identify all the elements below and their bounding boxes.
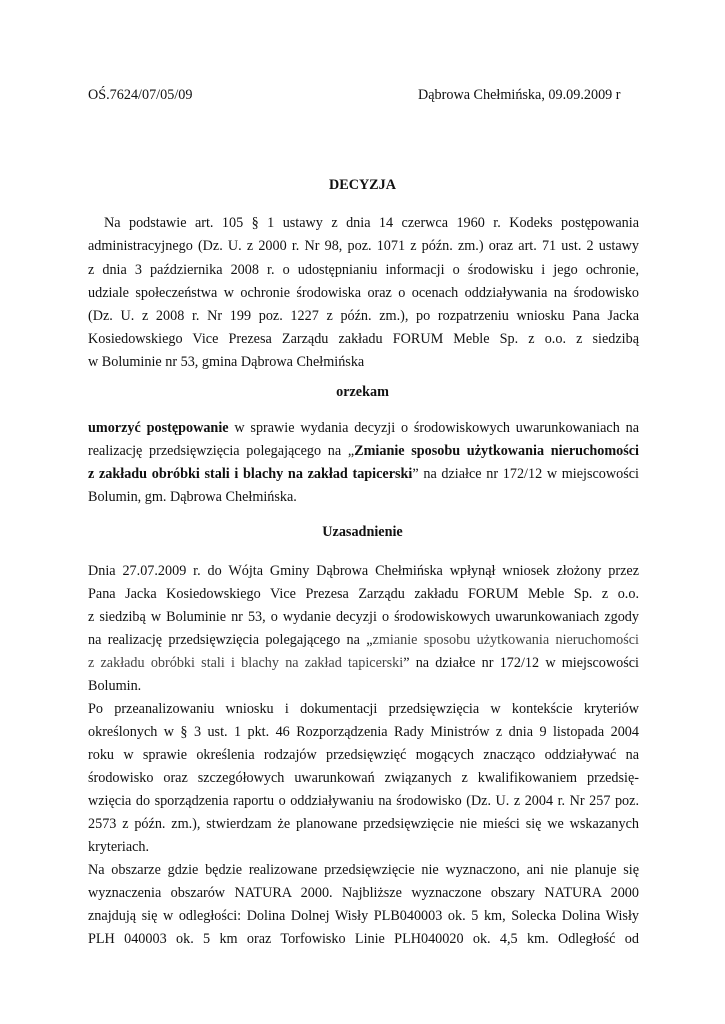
text-line: udziale społeczeństwa w ochronie środowiska oraz o ocenach oddziaływania na środowisko	[88, 285, 639, 301]
text-line: kryteriach.	[88, 839, 150, 855]
text-line: 2573 z późn. zm.), stwierdzam że planowane przedsięwzięcie nie mieści się we wskazanych	[88, 816, 639, 832]
decision-bold: umorzyć postępowanie	[88, 420, 229, 436]
uzasadnienie-heading: Uzasadnienie	[322, 524, 403, 540]
text-line: z siedzibą w Boluminie nr 53, o wydanie decyzji o środowiskowych uwarunkowaniach zgody	[88, 609, 639, 625]
reference-number: OŚ.7624/07/05/09	[88, 87, 193, 103]
orzekam-heading: orzekam	[336, 384, 389, 400]
text-line: Kosiedowskiego Vice Prezesa Zarządu zakładu FORUM Meble Sp. z o.o. z siedzibą	[88, 331, 639, 347]
text-line: z dnia 3 października 2008 r. o udostępnianiu informacji o środowisku i jego ochronie,	[88, 262, 639, 278]
project-name-bold: Zmianie sposobu użytkowania nieruchomości	[354, 443, 639, 459]
text-line: administracyjnego (Dz. U. z 2000 r. Nr 98, poz. 1071 z późn. zm.) oraz art. 71 ust. 2 ustawy	[88, 238, 639, 254]
text-span: realizację przedsięwzięcia polegającego na „	[88, 443, 355, 459]
text-line	[88, 632, 639, 649]
text-line: Dnia 27.07.2009 r. do Wójta Gminy Dąbrowa Chełmińska wpłynął wniosek złożony przez	[88, 563, 639, 579]
text-line: wzięcia do sporządzenia raportu o oddziaływaniu na środowisko (Dz. U. z 2004 r. Nr 257 poz.	[88, 793, 639, 809]
place-date: Dąbrowa Chełmińska, 09.09.2009 r	[418, 87, 621, 103]
project-name-text: z zakładu obróbki stali i blachy na zakład tapicerski	[88, 655, 404, 671]
text-line	[88, 655, 639, 672]
project-name-bold: z zakładu obróbki stali i blachy na zakład tapicerski	[88, 466, 413, 482]
text-span: ” na działce nr 172/12 w miejscowości	[403, 655, 639, 671]
text-line: Bolumin, gm. Dąbrowa Chełmińska.	[88, 489, 297, 505]
text-line: roku w sprawie określenia rodzajów przedsięwzięć mogących znacząco oddziaływać na	[88, 747, 639, 763]
text-line: wyznaczenia obszarów NATURA 2000. Najbliższe wyznaczone obszary NATURA 2000	[88, 885, 639, 901]
text-line: środowisko oraz szczegółowych uwarunkowań związanych z kwalifikowaniem przedsię-	[88, 770, 639, 786]
text-line: w Boluminie nr 53, gmina Dąbrowa Chełmińska	[88, 354, 365, 370]
text-line	[88, 443, 639, 460]
text-span: ” na działce nr 172/12 w miejscowości	[412, 466, 639, 482]
text-line: PLH 040003 ok. 5 km oraz Torfowisko Linie PLH040020 ok. 4,5 km. Odległość od	[88, 931, 639, 947]
text-line: Na obszarze gdzie będzie realizowane przedsięwzięcie nie wyznaczono, ani nie planuje się	[88, 862, 639, 878]
document-title: DECYZJA	[328, 177, 396, 193]
text-line	[88, 420, 639, 437]
text-line	[88, 466, 639, 483]
project-name-text: zmianie sposobu użytkowania nieruchomości	[372, 632, 639, 648]
text-line: określonych w § 3 ust. 1 pkt. 46 Rozporządzenia Rady Ministrów z dnia 9 listopada 2004	[88, 724, 639, 740]
text-line: Bolumin.	[88, 678, 142, 694]
text-line: Na podstawie art. 105 § 1 ustawy z dnia 14 czerwca 1960 r. Kodeks postępowania	[104, 215, 639, 231]
text-line: Pana Jacka Kosiedowskiego Vice Prezesa Zarządu zakładu FORUM Meble Sp. z o.o.	[88, 586, 639, 602]
text-line: Po przeanalizowaniu wniosku i dokumentacji przedsięwzięcia w kontekście kryteriów	[88, 701, 639, 717]
text-line: znajdują się w odległości: Dolina Dolnej Wisły PLB040003 ok. 5 km, Solecka Dolina Wisły	[88, 908, 639, 924]
text-span: w sprawie wydania decyzji o środowiskowych uwarunkowaniach na	[228, 420, 639, 436]
text-span: na realizację przedsięwzięcia polegającego na „	[88, 632, 373, 648]
text-line: (Dz. U. z 2008 r. Nr 199 poz. 1227 z późn. zm.), po rozpatrzeniu wniosku Pana Jacka	[88, 308, 639, 324]
